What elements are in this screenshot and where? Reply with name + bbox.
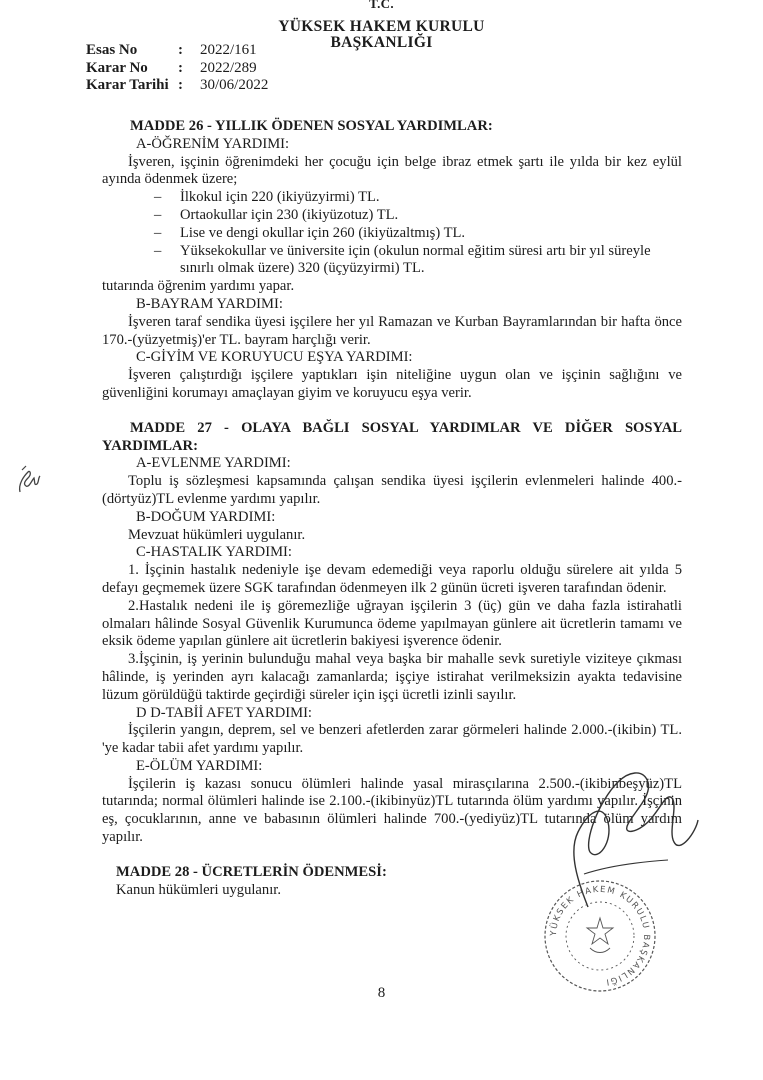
header-institution: YÜKSEK HAKEM KURULU xyxy=(278,18,485,35)
meta-value: 2022/161 xyxy=(200,42,257,58)
paragraph: 3.İşçinin, iş yerinin bulunduğu mahal veya başka bir mahalle sevk suretiyle viziteye çıkması hâlinde, iş yerinden ayrı kalacağı zamanlarda; işçiye istirahat verilmeksizin ayakta tedavisine lüzum görüldüğü taktirde geçirdiği süreler için işçi ücretli izinli sayılır. xyxy=(102,651,682,703)
meta-colon: : xyxy=(178,77,183,93)
paragraph: 1. İşçinin hastalık nedeniyle işe devam edemediği veya raporlu olduğu sürelere ait yılda 5 defayı geçmemek üzere SGK tarafından ödenmeyen ilk 2 günün ücreti işveren tarafından ödenir. xyxy=(102,562,682,596)
meta-row-esas xyxy=(86,42,268,60)
paragraph: 2.Hastalık nedeni ile iş göremezliğe uğrayan işçilerin 3 (üç) gün ve daha fazla istirahatli olmaları hâlinde Sosyal Güvenlik Kurumunca ödeme yapılmayan günlere ait ücretlerin tamamı ve eksik ödeme yapılan günlere ait ücretlerin bakiyesi işverence ödenir. xyxy=(102,597,682,650)
section-heading: D D-TABİİ AFET YARDIMI: xyxy=(136,704,312,721)
list-item-text: Lise ve dengi okullar için 260 (ikiyüzaltmış) TL. xyxy=(180,224,466,241)
dash-marker: – xyxy=(154,224,162,241)
header-department: BAŞKANLIĞI xyxy=(330,34,433,51)
paragraph: İşçilerin yangın, deprem, sel ve benzeri afetlerden zarar görmeleri halinde 2.000.-(ikibin) TL. 'ye kadar tabii afet yardımı yapılır. xyxy=(102,722,682,757)
meta-row-tarih xyxy=(86,77,268,95)
meta-colon: : xyxy=(178,59,183,76)
dash-marker: – xyxy=(154,189,162,206)
margin-initial-icon xyxy=(14,462,44,498)
meta-colon: : xyxy=(178,42,183,58)
paragraph: İşçilerin iş kazası sonucu ölümleri halinde yasal mirasçılarına 2.500.-(ikibinbeşyüz)TL tutarında; normal ölümleri halinde ise 2.100.-(ikibinyüz)TL tutarında ölüm yardımı yapılır. İşçinin eş, çocuklarının, anne ve babasının ölümleri halinde 700.-(yediyüz)TL tutarında ölüm yardım yapılır. xyxy=(102,775,682,846)
article-27-title: MADDE 27 - OLAYA BAĞLI SOSYAL YARDIMLAR VE DİĞER SOSYAL YARDIMLAR: xyxy=(102,419,682,454)
article-28-title: MADDE 28 - ÜCRETLERİN ÖDENMESİ: xyxy=(116,863,387,880)
list-item xyxy=(102,225,682,243)
meta-value: 30/06/2022 xyxy=(200,77,269,93)
paragraph: Mevzuat hükümleri uygulanır. xyxy=(128,526,306,543)
meta-label: Esas No xyxy=(86,42,138,58)
meta-value: 2022/289 xyxy=(200,59,257,76)
list-item xyxy=(102,207,682,225)
section-heading: B-BAYRAM YARDIMI: xyxy=(136,295,283,312)
list-item xyxy=(102,189,682,207)
paragraph: Toplu iş sözleşmesi kapsamında çalışan sendika üyesi işçilerin evlenmeleri halinde 400.-(dörtyüz)TL evlenme yardımı yapılır. xyxy=(102,473,682,507)
official-stamp-icon xyxy=(540,876,660,996)
spacer xyxy=(102,403,682,420)
page-number: 8 xyxy=(377,985,386,1001)
paragraph: İşveren çalıştırdığı işçilere yaptıkları işin niteliğine uygun olan ve işçinin sağlığını ve güvenliğini korumayı amaçlayan giyim ve koruyucu eşya verir. xyxy=(102,367,682,401)
section-heading: E-ÖLÜM YARDIMI: xyxy=(136,757,263,774)
section-heading: C-HASTALIK YARDIMI: xyxy=(136,544,292,561)
dash-marker: – xyxy=(154,206,162,223)
meta-row-karar xyxy=(86,60,268,78)
section-heading: B-DOĞUM YARDIMI: xyxy=(136,508,276,525)
list-item xyxy=(102,243,682,279)
section-heading: C-GİYİM VE KORUYUCU EŞYA YARDIMI: xyxy=(136,349,413,366)
section-heading: A-ÖĞRENİM YARDIMI: xyxy=(136,135,290,152)
svg-text:YÜKSEK HAKEM KURULU BAŞKANLIĞI: YÜKSEK HAKEM KURULU BAŞKANLIĞI xyxy=(548,884,652,987)
list-item-text: Ortaokullar için 230 (ikiyüzotuz) TL. xyxy=(180,206,399,223)
meta-label: Karar Tarihi xyxy=(86,77,169,93)
section-heading: A-EVLENME YARDIMI: xyxy=(136,455,291,472)
paragraph: tutarında öğrenim yardımı yapar. xyxy=(102,278,295,295)
list-item-text: İlkokul için 220 (ikiyüzyirmi) TL. xyxy=(180,189,380,206)
case-metadata xyxy=(86,42,268,95)
article-26-title: MADDE 26 - YILLIK ÖDENEN SOSYAL YARDIMLAR: xyxy=(130,118,493,134)
paragraph: İşveren, işçinin öğrenimdeki her çocuğu için belge ibraz etmek şartı ile yılda bir kez eylül ayında ödenmek üzere; xyxy=(102,153,682,188)
paragraph: Kanun hükümleri uygulanır. xyxy=(116,881,281,898)
paragraph: İşveren taraf sendika üyesi işçilere her yıl Ramazan ve Kurban Bayramlarından bir hafta önce 170.-(yüzyetmiş)'er TL. bayram harçlığı verir. xyxy=(102,313,682,348)
list-item-text: Yüksekokullar ve üniversite için (okulun normal eğitim süresi artı bir yıl süreyle sınırlı olmak üzere) 320 (üçyüzyirmi) TL. xyxy=(180,242,651,277)
header-top-mark: T.C. xyxy=(369,0,394,11)
dash-marker: – xyxy=(154,242,162,259)
meta-label: Karar No xyxy=(86,59,148,76)
